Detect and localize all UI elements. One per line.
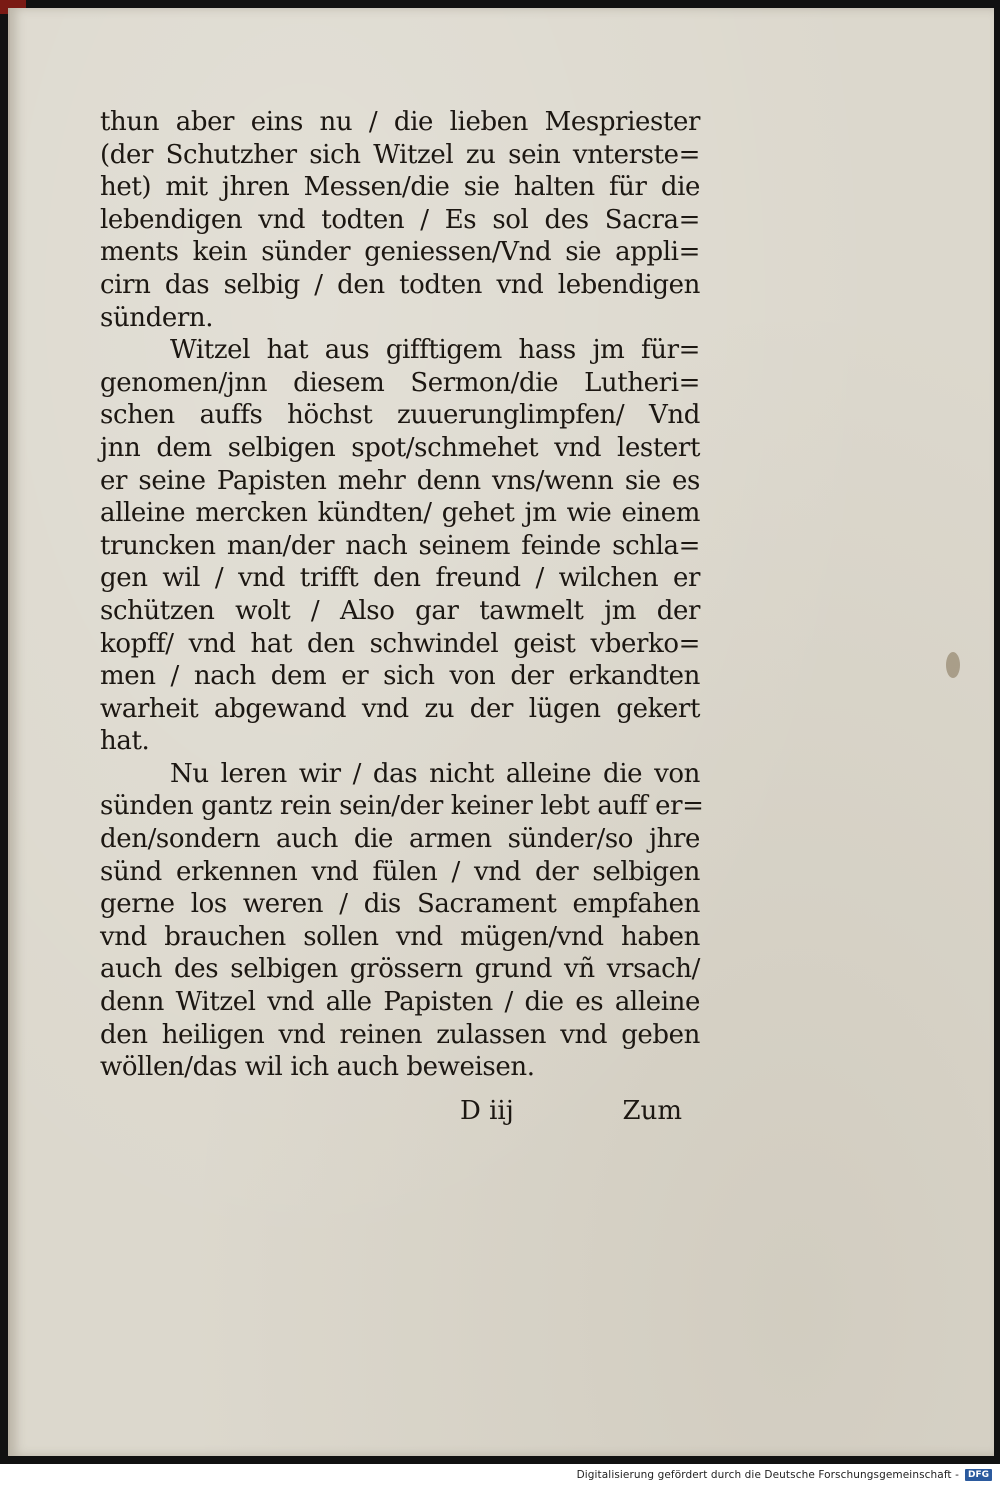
dfg-logo: DFG (965, 1469, 992, 1481)
text-line: gen wil / vnd trifft den freund / wilchen er (100, 563, 700, 594)
text-line: sünden gantz rein sein/der keiner lebt auff er= (100, 791, 704, 822)
paper-stain (946, 652, 960, 678)
paragraph-start-line: Witzel hat aus gifftigem hass jm für= (170, 335, 700, 366)
page-text (100, 106, 704, 1084)
text-line: alleine mercken kündten/ gehet jm wie einem (100, 498, 700, 529)
paragraph-start-line: Nu leren wir / das nicht alleine die von (170, 758, 700, 789)
text-line: warheit abgewand vnd zu der lügen gekert (100, 693, 700, 724)
text-line: (der Schutzher sich Witzel zu sein vnterste= (100, 139, 700, 170)
text-line: men / nach dem er sich von der erkandten (100, 661, 700, 692)
text-line: gerne los weren / dis Sacrament empfahen (100, 889, 700, 920)
text-line: den heiligen vnd reinen zulassen vnd geben (100, 1019, 700, 1050)
text-line: sündern. (100, 302, 214, 333)
text-line: jnn dem selbigen spot/schmehet vnd lestert (100, 432, 700, 463)
text-line: hat. (100, 726, 150, 757)
text-line: thun aber eins nu / die lieben Mespriester (100, 107, 700, 137)
text-line: er seine Papisten mehr denn vns/wenn sie es (100, 465, 700, 496)
text-line: vnd brauchen sollen vnd mügen/vnd haben (100, 921, 700, 952)
text-line: lebendigen vnd todten / Es sol des Sacra= (100, 204, 700, 235)
funding-credit: Digitalisierung gefördert durch die Deutsche Forschungsgemeinschaft - (576, 1469, 959, 1481)
text-line: schen auffs höchst zuuerunglimpfen/ Vnd (100, 400, 700, 431)
text-line: het) mit jhren Messen/die sie halten für die (100, 172, 700, 203)
catchword: Zum (622, 1096, 682, 1126)
text-line: kopff/ vnd hat den schwindel geist vberko= (100, 628, 700, 659)
text-line: wöllen/das wil ich auch beweisen. (100, 1052, 535, 1083)
text-line: schützen wolt / Also gar tawmelt jm der (100, 595, 700, 626)
text-line: truncken man/der nach seinem feinde schla= (100, 530, 700, 561)
text-line: sünd erkennen vnd fülen / vnd der selbigen (100, 856, 700, 887)
text-line: cirn das selbig / den todten vnd lebendigen (100, 269, 700, 300)
text-line: genomen/jnn diesem Sermon/die Lutheri= (100, 367, 700, 398)
signature-mark: D iij (460, 1096, 514, 1126)
text-line: ments kein sünder geniessen/Vnd sie appli= (100, 237, 700, 268)
text-line: denn Witzel vnd alle Papisten / die es alleine (100, 987, 700, 1018)
credit-bar (0, 1464, 1000, 1486)
page-footer (360, 1096, 682, 1126)
text-line: auch des selbigen grössern grund vñ vrsach/ (100, 954, 700, 985)
text-line: den/sondern auch die armen sünder/so jhre (100, 824, 700, 855)
